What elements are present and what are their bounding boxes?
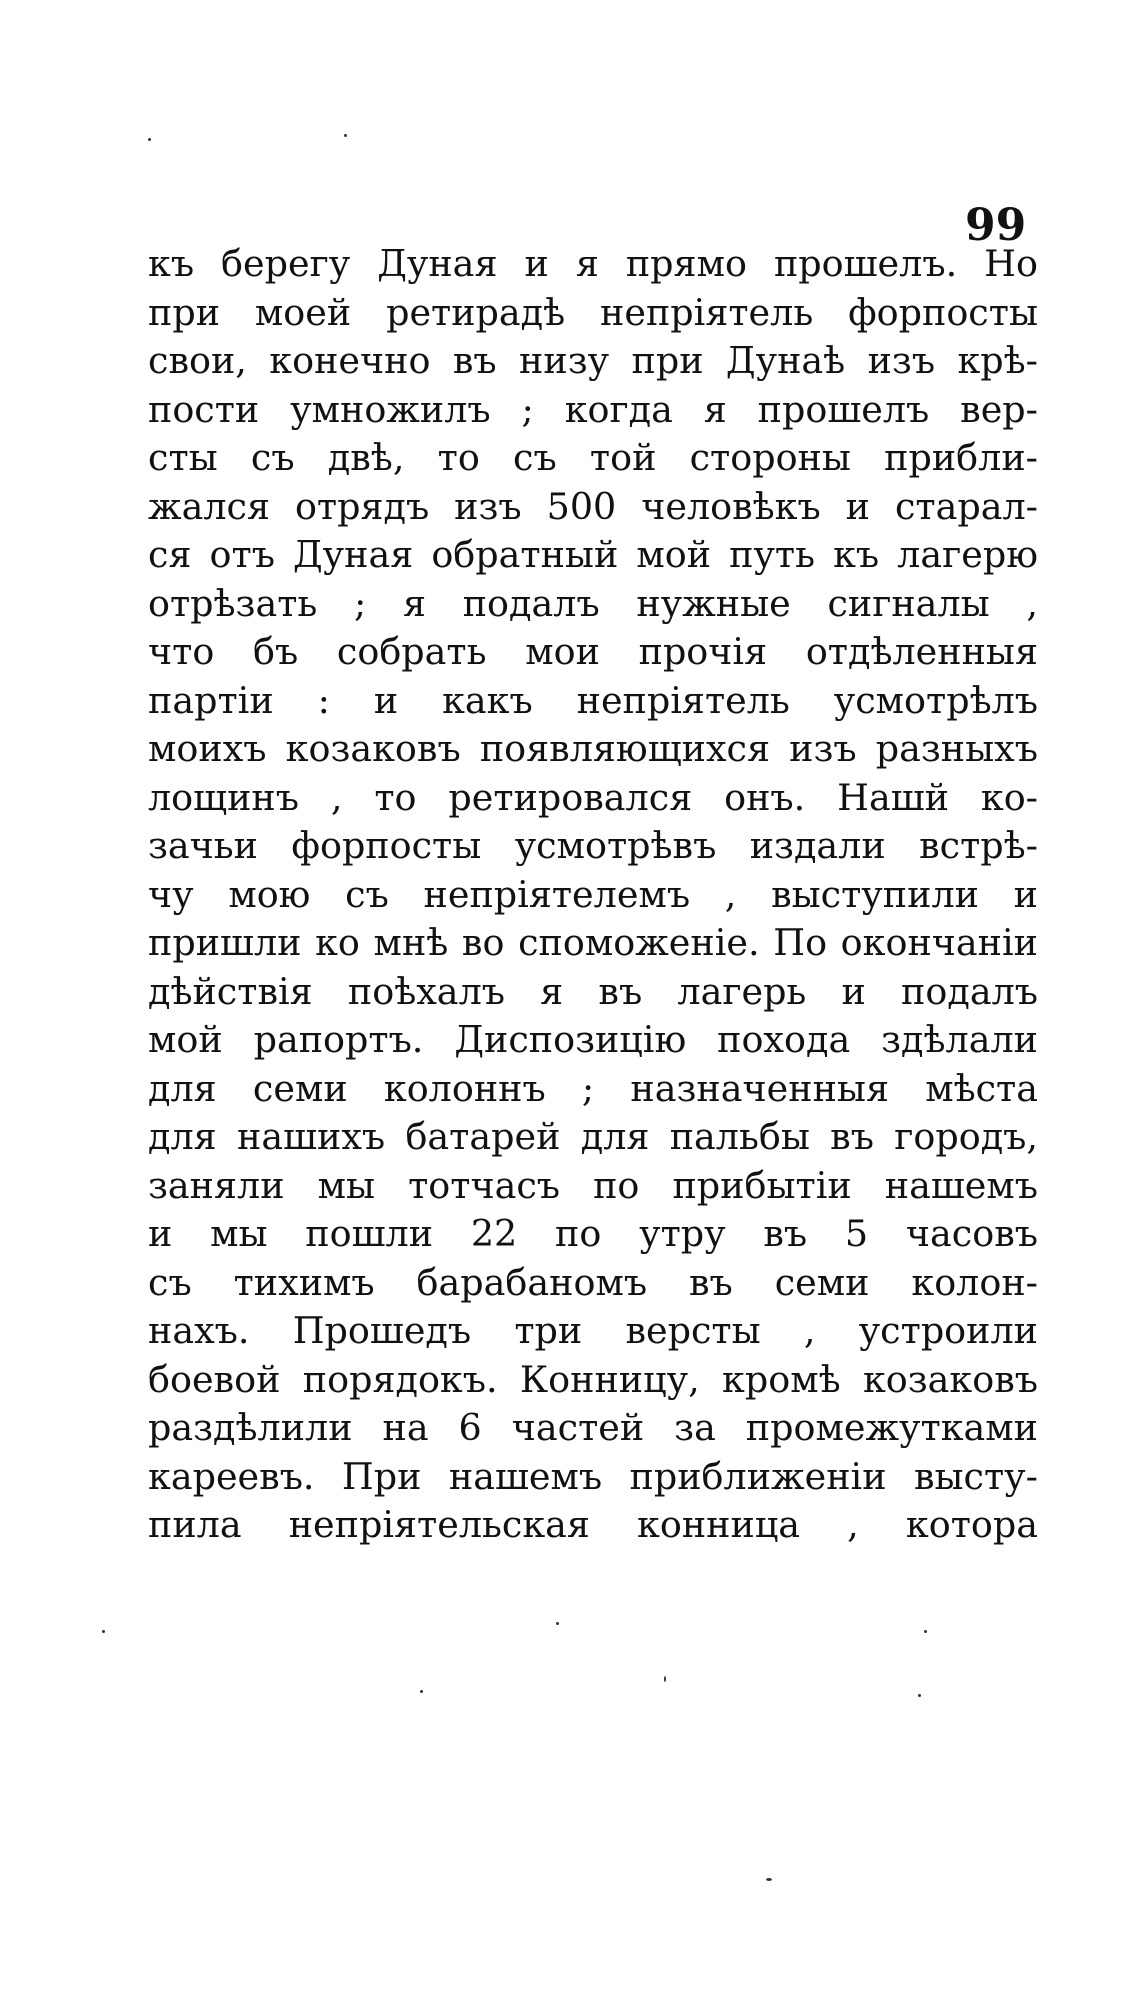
- text-line: съ тихимъ барабаномъ въ семи колон-: [148, 1260, 1038, 1304]
- text-line: и мы пошли 22 по утру въ 5 часовъ: [148, 1212, 1038, 1255]
- scan-speck: [664, 1676, 666, 1682]
- text-line: лощинъ , то ретировался онъ. Нашй ко-: [148, 775, 1038, 819]
- text-line: ся отъ Дуная обратный мой путь къ лагерю: [148, 533, 1038, 576]
- text-line: мой рапортъ. Диспозицію похода здѣлали: [148, 1018, 1038, 1061]
- scan-speck: [766, 1878, 772, 1881]
- scan-speck: [918, 1694, 921, 1697]
- scan-speck: [102, 1630, 105, 1633]
- scan-speck: [924, 1630, 927, 1633]
- scan-speck: [344, 134, 347, 137]
- text-line: раздѣлили на 6 частей за промежутками: [148, 1406, 1038, 1449]
- text-block: [148, 240, 1038, 1550]
- text-line: сты съ двѣ, то съ той стороны прибли-: [148, 436, 1038, 479]
- text-line: зачьи форпосты усмотрѣвъ издали встрѣ-: [148, 824, 1038, 867]
- text-line: отрѣзать ; я подалъ нужные сигналы ,: [148, 581, 1038, 625]
- text-line: пости умножилъ ; когда я прошелъ вер-: [148, 387, 1038, 431]
- text-line: при моей ретирадѣ непріятель форпосты: [148, 290, 1038, 334]
- text-line: боевой порядокъ. Конницу, кромѣ козаковъ: [148, 1357, 1038, 1401]
- scan-speck: [420, 1690, 423, 1693]
- text-line: пришли ко мнѣ во споможеніе. По окончаніи: [148, 921, 1038, 964]
- text-line: для семи колоннъ ; назначенныя мѣста: [148, 1066, 1038, 1110]
- text-line: что бъ собрать мои прочія отдѣленныя: [148, 630, 1038, 673]
- text-line: нахъ. Прошедъ три версты , устроили: [148, 1309, 1038, 1352]
- text-line: заняли мы тотчасъ по прибытіи нашемъ: [148, 1163, 1038, 1207]
- text-line: дѣйствія поѣхалъ я въ лагерь и подалъ: [148, 969, 1038, 1013]
- page-number: 99: [965, 200, 1027, 251]
- scan-speck: [148, 138, 151, 141]
- scan-speck: [556, 1622, 559, 1625]
- text-line: партіи : и какъ непріятель усмотрѣлъ: [148, 678, 1038, 722]
- text-line: свои, конечно въ низу при Дунаѣ изъ крѣ-: [148, 339, 1038, 382]
- text-line: пила непріятельская конница , котора: [148, 1503, 1038, 1546]
- text-line: чу мою съ непріятелемъ , выступили и: [148, 872, 1038, 916]
- text-line: для нашихъ батарей для пальбы въ городъ,: [148, 1115, 1038, 1158]
- text-line: жался отрядъ изъ 500 человѣкъ и старал-: [148, 484, 1038, 528]
- text-line: моихъ козаковъ появляющихся изъ разныхъ: [148, 727, 1038, 770]
- text-line: къ берегу Дуная и я прямо прошелъ. Но: [148, 242, 1038, 285]
- text-line: кареевъ. При нашемъ приближеніи высту-: [148, 1454, 1038, 1498]
